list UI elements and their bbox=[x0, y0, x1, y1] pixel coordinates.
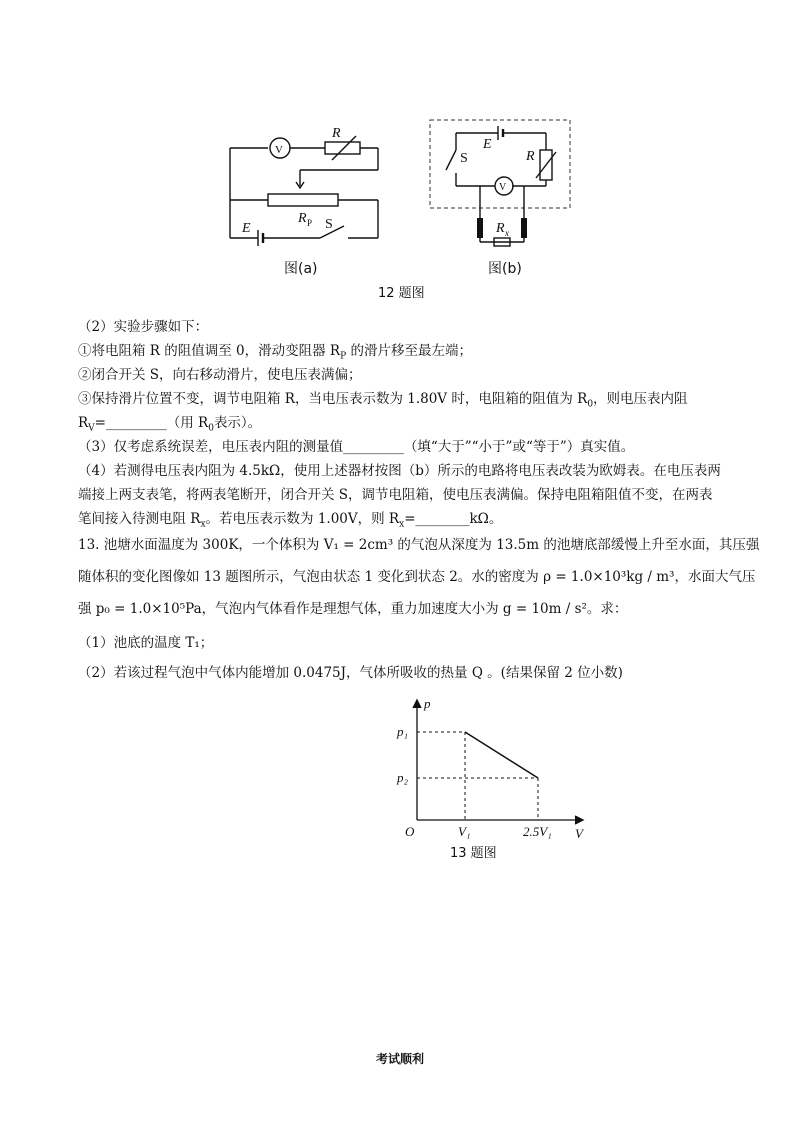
q13-sub1: （1）池底的温度 T₁； bbox=[78, 635, 214, 651]
figure-12b-caption: 图(b) bbox=[488, 261, 522, 277]
probe-right bbox=[521, 218, 527, 238]
figure-12a-caption: 图(a) bbox=[284, 261, 318, 277]
resistor-box-R bbox=[325, 142, 360, 154]
p1-label: p₁ bbox=[397, 724, 409, 739]
svg-text:R: R bbox=[526, 149, 535, 164]
q12-part4-line2: 端接上两支表笔，将两表笔断开，闭合开关 S，调节电阻箱，使电压表满偏。保持电阻箱阻值不变，在两表 bbox=[78, 487, 713, 503]
svg-text:R: R bbox=[332, 126, 341, 141]
q12-part3: （3）仅考虑系统误差，电压表内阻的测量值_________（填“大于”“小于”或“等于”）真实值。 bbox=[78, 439, 635, 455]
figure-12b-circuit bbox=[428, 118, 578, 248]
rheostat-RP bbox=[268, 194, 338, 206]
figure-13-pv-graph bbox=[395, 692, 595, 842]
process-line bbox=[465, 732, 538, 778]
probe-left bbox=[477, 218, 483, 238]
q12-part4-line3: 笔间接入待测电阻 $R_x$。若电压表示数为 1.00V，则 $R_x=\_\_\_\_\_\_\_\_k\Omega$。 bbox=[78, 511, 503, 530]
q12-part2-title: （2）实验步骤如下： bbox=[78, 319, 209, 335]
q12-step3: ③保持滑片位置不变，调节电阻箱 R，当电压表示数为 1.80V 时，电阻箱的阻值为 $R_0$，则电压表内阻 bbox=[78, 391, 688, 410]
svg-text:E: E bbox=[483, 137, 492, 152]
svg-text:E: E bbox=[242, 221, 251, 236]
svg-text:S: S bbox=[460, 151, 468, 166]
q13-line2: 随体积的变化图像如 13 题图所示，气泡由状态 1 变化到状态 2。水的密度为 ρ = 1.0×10³kg / m³，水面大气压 bbox=[78, 569, 756, 585]
q13-line1: 13. 池塘水面温度为 300K，一个体积为 V₁ = 2cm³ 的气泡从深度为 13.5m 的池塘底部缓慢上升至水面，其压强 bbox=[78, 537, 760, 553]
v2-label: 2.5V₁ bbox=[523, 824, 552, 839]
figure-13-caption: 13 题图 bbox=[450, 846, 497, 861]
svg-text:V: V bbox=[275, 144, 283, 156]
footer-text: 考试顺利 bbox=[375, 1052, 424, 1066]
q12-step1: ①将电阻箱 R 的阻值调至 0，滑动变阻器 $R_P$ 的滑片移至最左端； bbox=[78, 343, 472, 362]
q12-rv-blank: $R_V=\_\_\_\_\_\_\_\_\_$（用 $R_0$表示）。 bbox=[78, 415, 262, 434]
origin-label: O bbox=[405, 824, 415, 839]
v1-label: V₁ bbox=[458, 824, 471, 839]
x-axis-label: V bbox=[575, 826, 583, 841]
q13-line3: 强 p₀ = 1.0×10⁵Pa，气泡内气体看作是理想气体，重力加速度大小为 g = 10m / s²。求： bbox=[78, 601, 628, 617]
svg-text:x: x bbox=[505, 228, 509, 238]
p2-label: p₂ bbox=[397, 770, 409, 785]
svg-text:R: R bbox=[298, 211, 307, 226]
svg-text:R: R bbox=[496, 221, 505, 236]
q13-sub2: （2）若该过程气泡中气体内能增加 0.0475J，气体所吸收的热量 Q 。(结果保留 2 位小数) bbox=[78, 665, 623, 681]
svg-text:S: S bbox=[325, 217, 333, 232]
figure-12a-circuit bbox=[220, 120, 390, 250]
svg-text:P: P bbox=[307, 218, 313, 228]
figure-12-caption: 12 题图 bbox=[378, 286, 425, 301]
y-axis-label: p bbox=[424, 696, 431, 711]
q12-part4-line1: （4）若测得电压表内阻为 4.5kΩ，使用上述器材按图（b）所示的电路将电压表改装为欧姆表。在电压表两 bbox=[78, 463, 721, 479]
q12-step2: ②闭合开关 S，向右移动滑片，使电压表满偏； bbox=[78, 367, 362, 383]
svg-text:V: V bbox=[499, 182, 507, 193]
